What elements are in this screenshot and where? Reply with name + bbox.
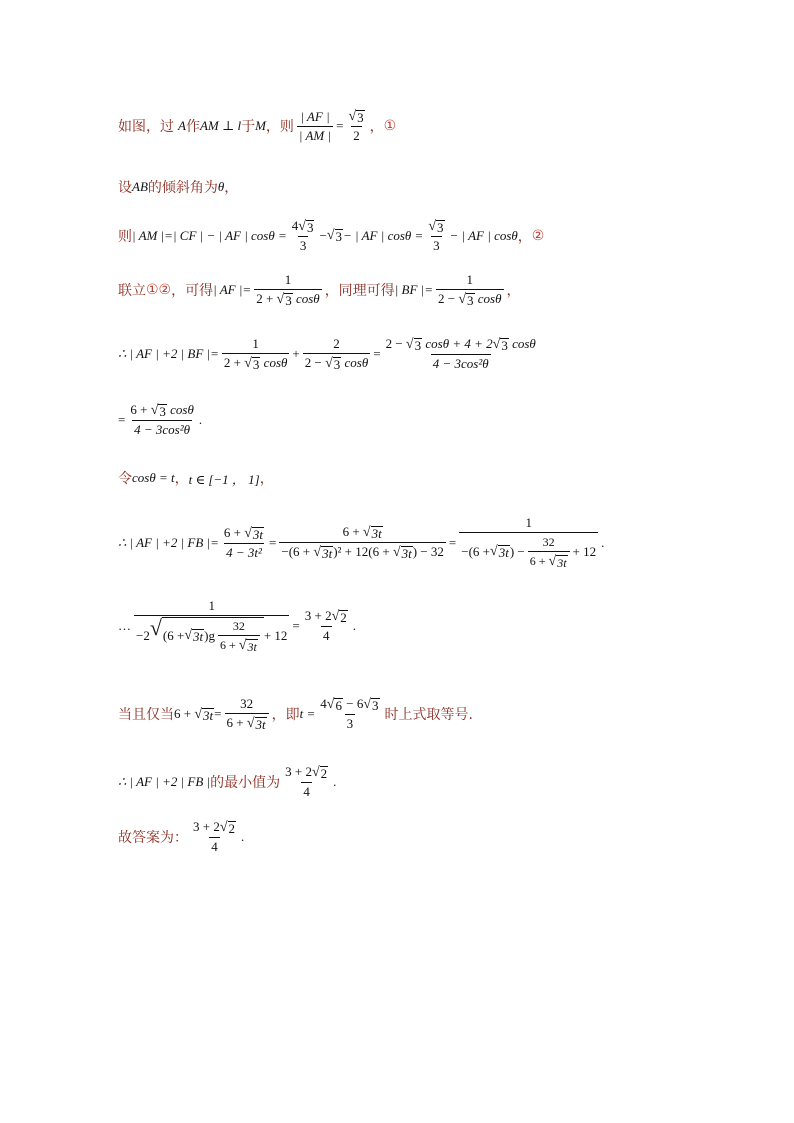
fraction: 6 + √ 3 cosθ 4 − 3cos²θ <box>130 402 194 437</box>
solution-line-11: ∴ | AF | +2 | FB | 的最小值为 3 + 2 √ 2 4 . <box>118 764 337 799</box>
solution-line-2: 设 AB 的倾斜角为 θ ， <box>118 179 239 196</box>
fraction: 3 + 2 √ 2 4 <box>304 608 347 643</box>
solution-line-3: 则 | AM |=| CF | − | AF | cosθ = 4 √ 3 3 − √ 3 − | AF | cosθ = √ 3 3 − | AF | cosθ ， ② <box>118 218 545 253</box>
fraction: 1 −(6 + √ 3t ) − 32 6 + √ 3t + 12 <box>461 515 597 570</box>
solution-line-4: 联立 ①② ，可得 | AF |= 1 2 + √ 3 cosθ ，同理可得 | BF |= 1 2 − √ 3 cosθ ， <box>118 272 521 308</box>
solution-line-5: ∴ | AF | +2 | BF |= 1 2 + √ 3 cosθ + 2 2 − √ 3 cosθ = 2 − √ 3 cosθ + 4 + 2 √ 3 cosθ 4 − 3cos²θ <box>118 336 536 372</box>
solution-line-9: … 1 −2 √ (6 + √ 3t )g 32 6 + √ 3t + 12 = 3 + 2 √ 2 4 . <box>118 598 357 654</box>
text: ，则 <box>265 119 294 135</box>
fraction: 1 −2 √ (6 + √ 3t )g 32 6 + √ 3t + 12 <box>136 598 288 654</box>
math: A <box>178 118 186 133</box>
fraction: 32 6 + √ 3t <box>225 696 269 732</box>
text: 如图，过 <box>118 119 174 135</box>
solution-line-8: ∴ | AF | +2 | FB |= 6 + √ 3t 4 − 3t² = 6 + √ 3t −(6 + √ 3t )² + 12(6 + √ 3t ) − 32 = 1 −(6 + √ 3t ) − 32 6 + √ 3t + 12 . <box>118 515 605 570</box>
math: M <box>255 118 266 133</box>
solution-line-1: 如图，过 A 作 AM ⊥ l 于 M ，则 $\frac{| AF |}{| AM |}$ = √ 3 2 ， ① <box>118 108 397 143</box>
fraction: √ 3 2 <box>348 109 364 143</box>
final-answer: 3 + 2 √ 2 4 <box>193 819 236 854</box>
solution-line-7: 令 cosθ = t ， t ∈ [−1 ， 1] ， <box>118 470 274 487</box>
fraction: 2 − √ 3 cosθ + 4 + 2 √ 3 cosθ 4 − 3cos²θ <box>385 336 536 371</box>
fraction: √ 3 3 <box>428 219 444 253</box>
fraction: 4 √ 6 − 6 √ 3 3 <box>320 696 379 731</box>
solution-line-6: = 6 + √ 3 cosθ 4 − 3cos²θ . <box>118 402 203 437</box>
fraction: 6 + √ 3t 4 − 3t² <box>223 524 264 560</box>
fraction: 1 2 − √ 3 cosθ <box>438 272 502 308</box>
text: 于 <box>241 119 256 135</box>
equation-marker: ② <box>531 228 545 244</box>
fraction: $\frac{| AF |}{| AM |}$ <box>298 108 332 143</box>
fraction: 1 2 + √ 3 cosθ <box>223 336 288 372</box>
fraction: 6 + √ 3t −(6 + √ 3t )² + 12(6 + √ 3t ) − 32 <box>281 524 444 561</box>
equation-marker: ① <box>383 118 397 134</box>
text: 作 <box>185 119 200 135</box>
math: AM ⊥ l <box>199 118 242 133</box>
equation-marker: ①② <box>146 282 172 298</box>
solution-line-10: 当且仅当 6 + √ 3t = 32 6 + √ 3t ，即 t = 4 √ 6 − 6 √ 3 3 时上式取等号. <box>118 696 473 732</box>
solution-line-12: 故答案为： 3 + 2 √ 2 4 . <box>118 819 245 854</box>
fraction: 3 + 2 √ 2 4 <box>285 764 328 799</box>
fraction: 4 √ 3 3 <box>291 218 314 253</box>
fraction: 1 2 + √ 3 cosθ <box>256 272 320 308</box>
fraction: 2 2 − √ 3 cosθ <box>304 336 369 372</box>
